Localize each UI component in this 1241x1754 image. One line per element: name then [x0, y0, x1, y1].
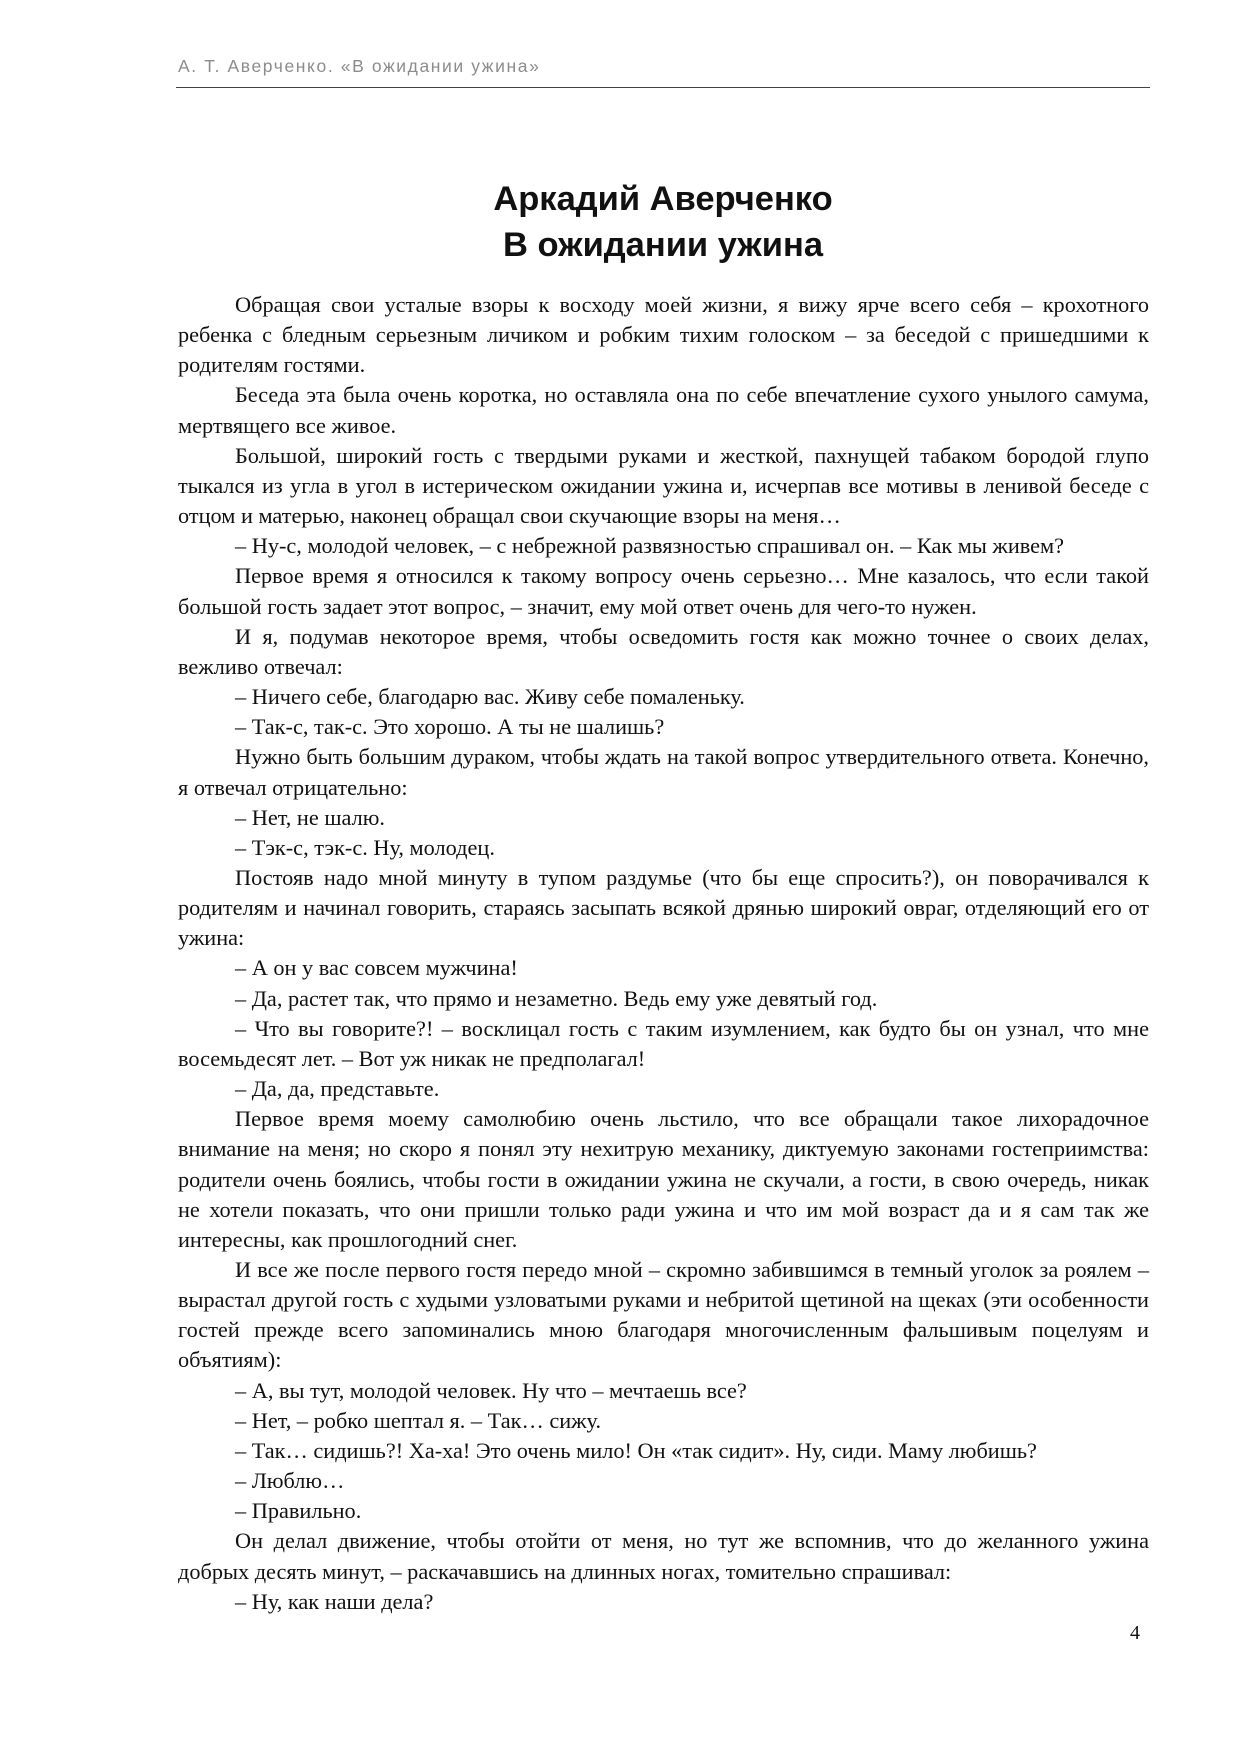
paragraph: Большой, широкий гость с твердыми руками и жесткой, пахнущей табаком бородой глупо тыкался из угла в угол в истерическом ожидании ужина и, исчерпав все мотивы в ленивой беседе с отцом и матерью, наконец обращал свои скучающие взоры на меня…	[178, 442, 1149, 529]
paragraph: И я, подумав некоторое время, чтобы осведомить гостя как можно точнее о своих делах, вежливо отвечал:	[178, 623, 1149, 679]
author-name: Аркадий Аверченко	[493, 180, 833, 218]
dialogue-line: – Ну, как наши дела?	[235, 1588, 434, 1614]
paragraph: Первое время я относился к такому вопросу очень серьезно… Мне казалось, что если такой большой гость задает этот вопрос, – значит, ему мой ответ очень для чего-то нужен.	[178, 563, 1149, 619]
dialogue-line: – Нет, – робко шептал я. – Так… сижу.	[235, 1407, 602, 1433]
paragraph: И все же после первого гостя передо мной – скромно забившимся в темный уголок за роялем – вырастал другой гость с худыми узловатыми руками и небритой щетиной на щеках (эти особенности гостей прежде всего запоминались мною благодаря многочисленным фальшивым поцелуям и объятиям):	[178, 1257, 1149, 1373]
header-rule	[176, 87, 1150, 88]
dialogue-line: – Так… сидишь?! Ха-ха! Это очень мило! Он «так сидит». Ну, сиди. Маму любишь?	[235, 1437, 1037, 1463]
paragraph: Беседа эта была очень коротка, но оставляла она по себе впечатление сухого унылого самума, мертвящего все живое.	[178, 382, 1149, 438]
paragraph: Постояв надо мной минуту в тупом раздумье (что бы еще спросить?), он поворачивался к родителям и начинал говорить, стараясь засыпать всякой дрянью широкий овраг, отделяющий его от ужина:	[178, 864, 1149, 951]
dialogue-line: – Тэк-с, тэк-с. Ну, молодец.	[235, 834, 495, 860]
dialogue-line: – Что вы говорите?! – восклицал гость с таким изумлением, как будто бы он узнал, что мне восемьдесят лет. – Вот уж никак не предполагал!	[178, 1015, 1149, 1071]
paragraph: Обращая свои усталые взоры к восходу моей жизни, я вижу ярче всего себя – крохотного ребенка с бледным серьезным личиком и робким тихим голоском – за беседой с пришедшими к родителям гостями.	[178, 292, 1149, 378]
dialogue-line: – Ничего себе, благодарю вас. Живу себе помаленьку.	[235, 684, 745, 710]
dialogue-line: – Люблю…	[235, 1468, 345, 1494]
title-block	[176, 176, 1150, 268]
page-number: 4	[1130, 1622, 1140, 1644]
body-text	[178, 290, 1149, 1617]
dialogue-line: – Да, да, представьте.	[235, 1076, 440, 1102]
dialogue-line: – Так-с, так-с. Это хорошо. А ты не шалишь?	[235, 714, 665, 740]
paragraph: Он делал движение, чтобы отойти от меня, но тут же вспомнив, что до желанного ужина добрых десять минут, – раскачавшись на длинных ногах, томительно спрашивал:	[178, 1528, 1149, 1584]
work-title: В ожидании ужина	[502, 226, 824, 264]
dialogue-line: – Нет, не шалю.	[235, 804, 385, 830]
paragraph: Нужно быть большим дураком, чтобы ждать на такой вопрос утвердительного ответа. Конечно, я отвечал отрицательно:	[178, 744, 1149, 800]
dialogue-line: – А он у вас совсем мужчина!	[235, 955, 518, 981]
dialogue-line: – А, вы тут, молодой человек. Ну что – мечтаешь все?	[235, 1377, 747, 1403]
dialogue-line: – Ну-с, молодой человек, – с небрежной развязностью спрашивал он. – Как мы живем?	[235, 533, 1065, 559]
dialogue-line: – Да, растет так, что прямо и незаметно. Ведь ему уже девятый год.	[235, 985, 878, 1011]
dialogue-line: – Правильно.	[235, 1498, 362, 1524]
paragraph: Первое время моему самолюбию очень льстило, что все обращали такое лихорадочное внимание на меня; но скоро я понял эту нехитрую механику, диктуемую законами гостеприимства: родители очень боялись, чтобы гости в ожидании ужина не скучали, а гости, в свою очередь, никак не хотели показать, что они пришли только ради ужина и что им мой возраст да и я сам так же интересны, как прошлогодний снег.	[178, 1106, 1149, 1252]
running-header: А. Т. Аверченко. «В ожидании ужина»	[178, 56, 541, 76]
